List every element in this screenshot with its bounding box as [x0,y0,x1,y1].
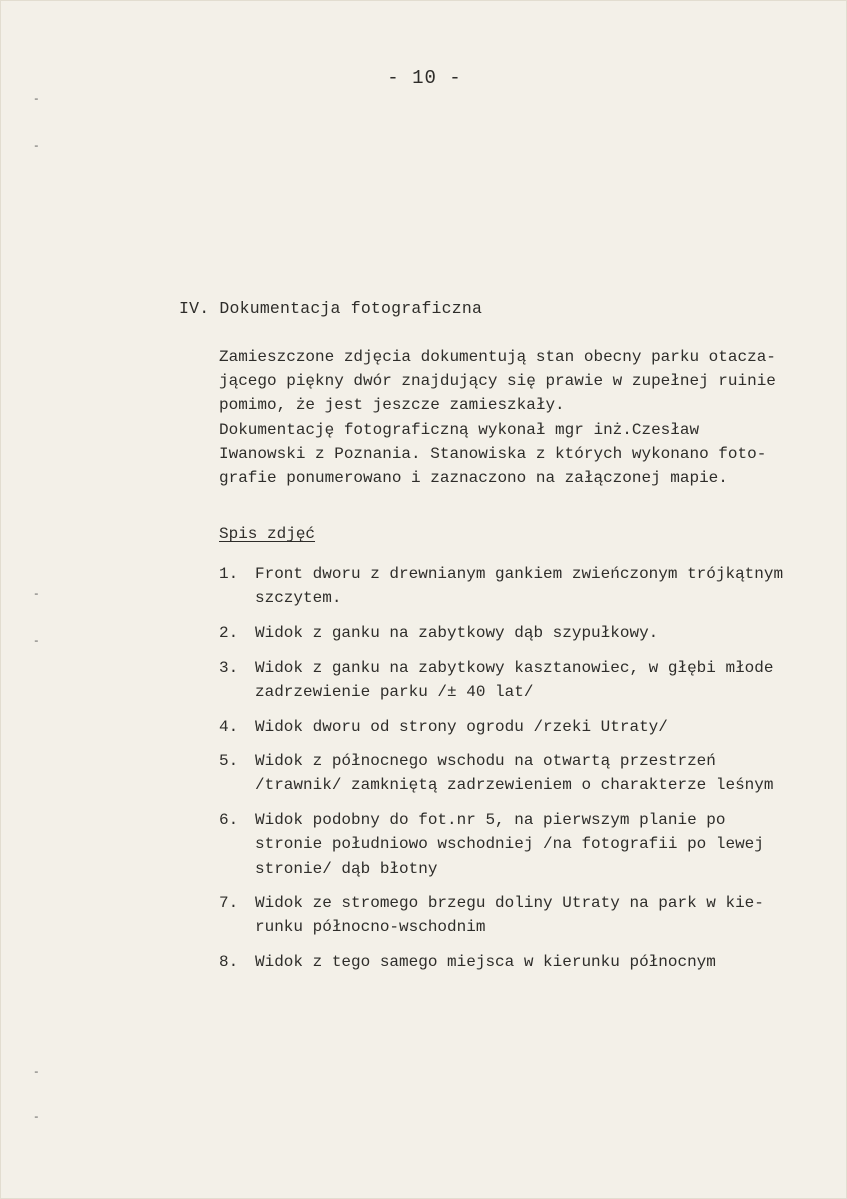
photo-list [219,562,819,985]
list-item-number: 7. [219,894,239,913]
list-item [219,749,819,797]
list-item-line: Widok podobny do fot.nr 5, na pierwszym planie po [255,811,726,830]
margin-tick-mark: - [33,1112,40,1124]
intro-line: Dokumentację fotograficzną wykonał mgr inż.Czesław [219,420,700,439]
list-item-line: Widok z tego samego miejsca w kierunku północnym [255,953,716,972]
intro-paragraph [219,345,819,490]
list-item-line: stronie południowo wschodniej /na fotografii po lewej [255,835,764,854]
list-item-line: Widok z ganku na zabytkowy kasztanowiec, w głębi młode [255,658,774,677]
list-item-line: Widok z północnego wschodu na otwartą przestrzeń [255,752,716,771]
list-item-number: 3. [219,658,239,677]
intro-line: Zamieszczone zdjęcia dokumentują stan obecny parku otacza- [219,348,776,366]
section-heading: IV. Dokumentacja fotograficzna [179,299,483,318]
list-item-line: runku północno-wschodnim [255,918,486,937]
list-item-line: zadrzewienie parku /± 40 lat/ [255,682,534,701]
list-item-line: /trawnik/ zamkniętą zadrzewieniem o charakterze leśnym [255,776,774,795]
list-item-number: 6. [219,811,239,830]
list-item-line: szczytem. [255,589,342,608]
list-item [219,891,819,939]
margin-tick-mark: - [33,636,40,648]
list-item-line: stronie/ dąb błotny [255,859,438,878]
list-item-number: 2. [219,623,239,642]
list-item-number: 4. [219,717,239,736]
list-item-number: 1. [219,565,239,583]
photo-list-title: Spis zdjęć [219,525,316,543]
list-item [219,621,819,645]
list-item-line: Widok z ganku na zabytkowy dąb szypułkowy. [255,623,659,642]
list-item-line: Widok dworu od strony ogrodu /rzeki Utraty/ [255,717,668,736]
list-item [219,715,819,739]
list-item-line: Front dworu z drewnianym gankiem zwieńczonym trójkątnym [255,565,784,583]
intro-line: Iwanowski z Poznania. Stanowiska z których wykonano foto- [219,444,767,463]
list-item-line: Widok ze stromego brzegu doliny Utraty na park w kie- [255,894,764,913]
margin-tick-mark: - [33,1067,40,1079]
list-item [219,950,819,974]
intro-line: pomimo, że jest jeszcze zamieszkały. [219,396,565,415]
list-item [219,656,819,704]
list-item [219,808,819,881]
margin-tick-mark: - [33,141,40,153]
list-item-number: 8. [219,953,239,972]
intro-line: grafie ponumerowano i zaznaczono na załączonej mapie. [219,469,728,488]
intro-line: jącego piękny dwór znajdujący się prawie w zupełnej ruinie [219,372,776,391]
margin-tick-mark: - [33,589,40,601]
page-number: - 10 - [387,67,462,89]
margin-tick-mark: - [33,94,40,106]
list-item [219,562,819,610]
list-item-number: 5. [219,752,239,771]
